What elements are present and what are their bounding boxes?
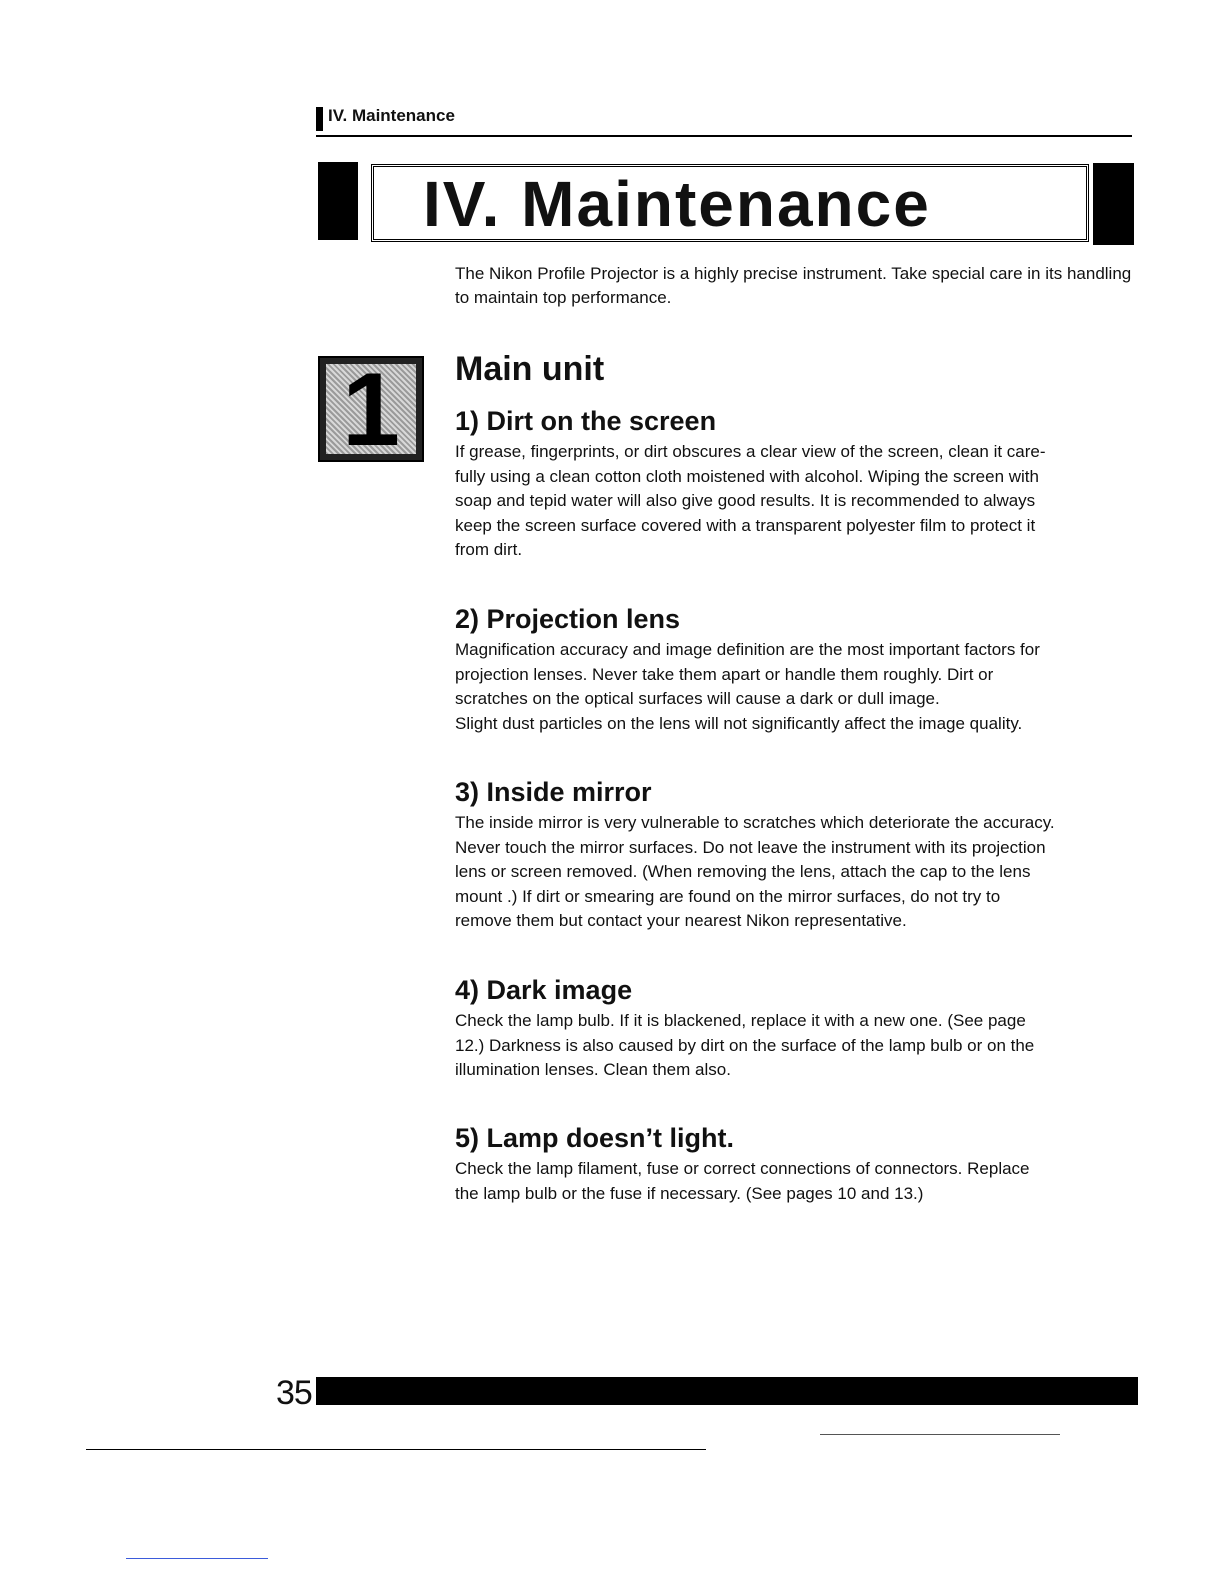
chapter-title: IV. Maintenance: [423, 168, 931, 240]
footer-blue-line: [126, 1558, 268, 1559]
subsection-body: The inside mirror is very vulnerable to scratches which deteriorate the accuracy. Never touch the mirror surfaces. Do not leave the instrument with its projection lens or screen removed. (When removing the lens, attach the cap to the lens mount .) If dirt or smearing are found on the mirror surfaces, do not try to remove them but contact your nearest Nikon representative.: [455, 813, 1055, 930]
subsection-body: Check the lamp filament, fuse or correct connections of connectors. Replace the lamp bulb or the fuse if necessary. (See pages 10 and 13.): [455, 1159, 1030, 1203]
chapter-banner: [318, 162, 1134, 246]
subsection-heading: 3) Inside mirror: [455, 777, 652, 807]
subsection-body: Check the lamp bulb. If it is blackened, replace it with a new one. (See page 12.) Darkness is also caused by dirt on the surface of the lamp bulb or on the illumination lenses. Clean them also.: [455, 1011, 1035, 1079]
subsection-heading: 1) Dirt on the screen: [455, 406, 717, 436]
subsection-body: Magnification accuracy and image definition are the most important factors for projection lenses. Never take them apart or handle them roughly. Dirt or scratches on the optical surfaces will cause a dark or dull image. Slight dust particles on the lens will not significantly affect the image quality.: [455, 640, 1040, 733]
section-title: Main unit: [455, 350, 605, 388]
header-rule: [316, 135, 1132, 137]
header-marker: [316, 107, 323, 131]
subsection-heading: 4) Dark image: [455, 975, 633, 1005]
subsection-dark-image: [455, 973, 1140, 1083]
chapter-intro: The Nikon Profile Projector is a highly precise instrument. Take special care in its handling to maintain top performance.: [455, 264, 1132, 307]
running-header: [316, 104, 1132, 136]
running-title: IV. Maintenance: [328, 106, 455, 125]
banner-block-left: [318, 162, 358, 240]
banner-block-right: [1093, 163, 1134, 245]
subsection-dirt-on-screen: [455, 404, 1140, 563]
section-number-badge: [318, 352, 424, 468]
subsection-heading: 2) Projection lens: [455, 604, 681, 634]
subsection-lamp-doesnt-light: [455, 1121, 1140, 1206]
subsection-heading: 5) Lamp doesn’t light.: [455, 1123, 735, 1153]
footer-bar: [316, 1377, 1138, 1405]
subsection-inside-mirror: [455, 775, 1140, 934]
subsection-projection-lens: [455, 602, 1140, 736]
footer-rule: [86, 1449, 706, 1450]
section-number: 1: [342, 352, 400, 468]
subsection-body: If grease, fingerprints, or dirt obscures a clear view of the screen, clean it care- fully using a clean cotton cloth moistened with alcohol. Wiping the screen with soap and tepid water will also give good results. It is recommended to always keep the screen surface covered with a transparent polyester film to protect it from dirt.: [455, 442, 1046, 559]
page-number: 35: [276, 1374, 312, 1412]
footer-rule-right: [820, 1434, 1060, 1435]
